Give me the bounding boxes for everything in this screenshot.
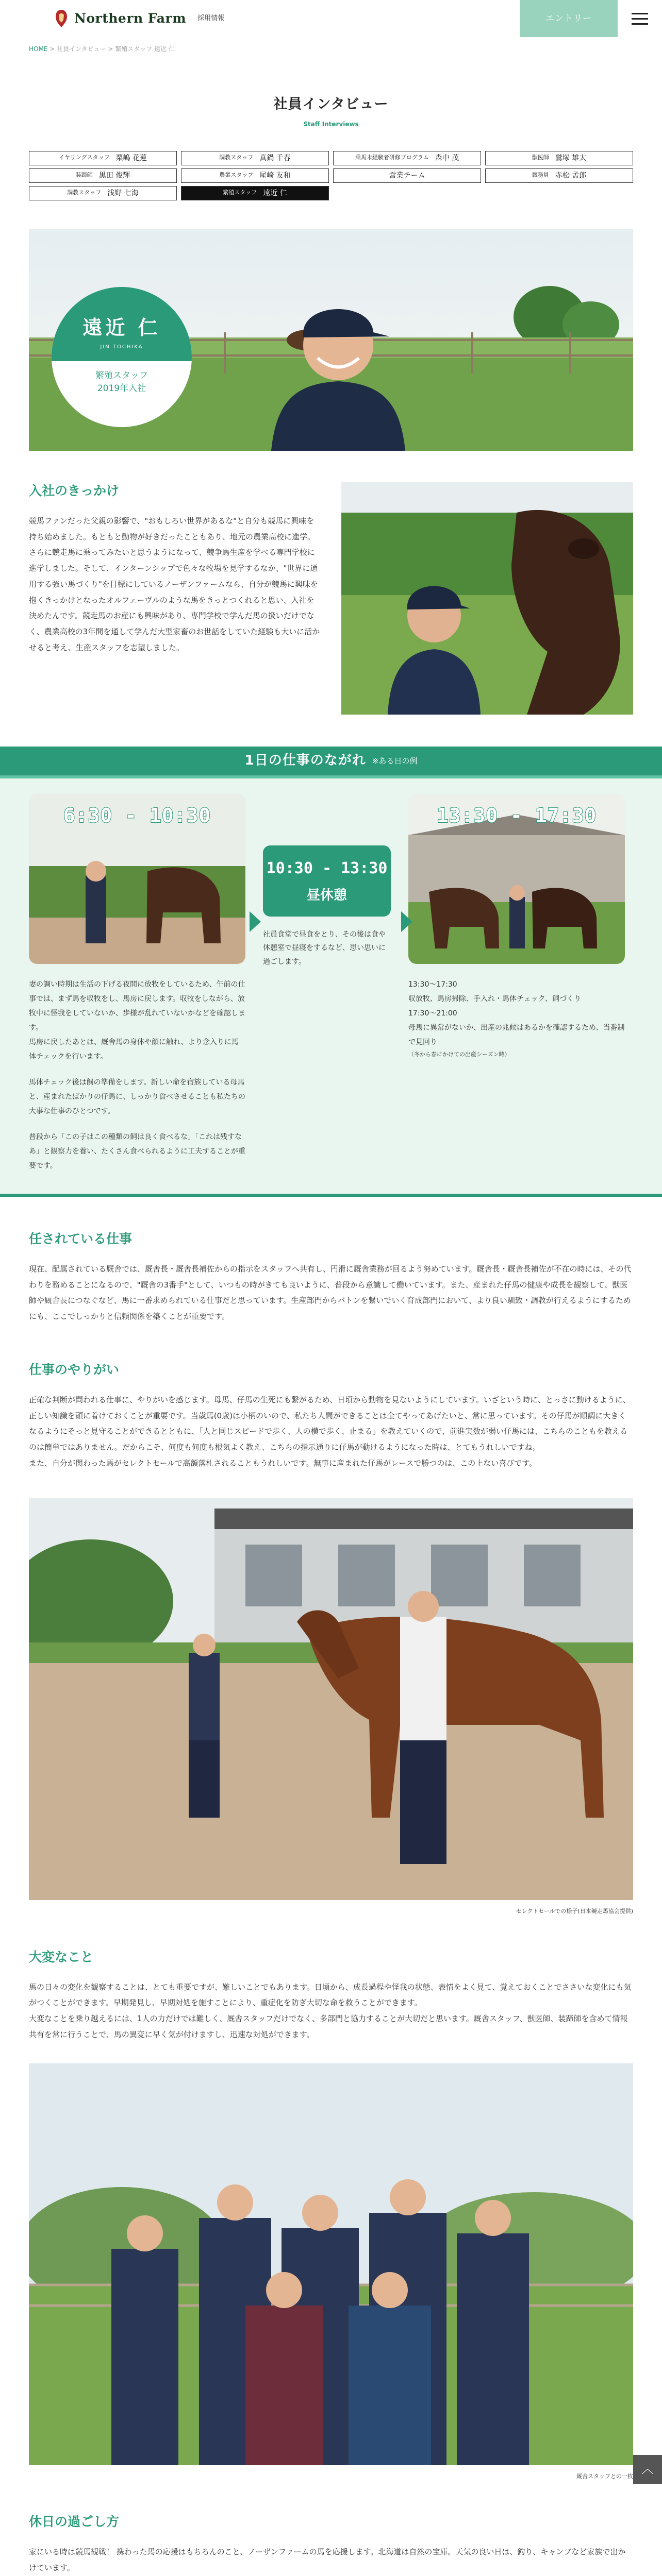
morning-time: 6:30 - 10:30 xyxy=(63,804,211,827)
staff-role: 乗馬未経験者研修プログラム xyxy=(355,154,429,161)
staff-link[interactable] xyxy=(333,168,481,183)
menu-bar-icon xyxy=(632,13,648,14)
morning-photo xyxy=(29,794,245,964)
breadcrumb xyxy=(0,37,662,61)
entry-button[interactable]: エントリー xyxy=(520,0,618,37)
staff-link[interactable] xyxy=(181,168,329,183)
staff-role: 農業スタッフ xyxy=(219,172,254,179)
breadcrumb-home-link[interactable]: HOME xyxy=(29,45,48,53)
select-sale-photo xyxy=(29,1498,633,1900)
flow-slot-morning xyxy=(29,794,245,1173)
staff-role: 調教スタッフ xyxy=(219,154,254,161)
staff-link[interactable] xyxy=(29,151,177,165)
morning-text: 馬房に戻したあとは、厩舎馬の身体や顔に触れ、より念入りに馬体チェックを行います。 xyxy=(29,1038,239,1061)
afternoon-text: 収放牧、馬房掃除、手入れ・馬体チェック、飼づくり xyxy=(408,994,582,1003)
staff-role: 獣医師 xyxy=(532,154,549,161)
lunch-time: 10:30 - 13:30 xyxy=(266,859,388,877)
staff-link[interactable] xyxy=(29,168,177,183)
hamburger-menu-button[interactable] xyxy=(618,0,662,37)
site-logo[interactable] xyxy=(54,6,224,31)
breadcrumb-separator: > xyxy=(47,45,57,53)
responsibilities-heading: 任されている仕事 xyxy=(29,1231,133,1246)
challenges-body: 大変なことを乗り越えるには、1人の力だけでは難しく、厩舎スタッフだけでなく、多部門と協力することが大切だと思います。厩舎スタッフ、獣医師、装蹄師を含めて情報共有を常に行うことで、馬の異変に早く気が付けますし、迅速な対処ができます。 xyxy=(29,2014,628,2039)
team-photo-caption: 厩舎スタッフとの一枚 xyxy=(576,2472,633,2480)
staff-link[interactable] xyxy=(29,186,177,200)
rewards-heading: 仕事のやりがい xyxy=(29,1362,120,1377)
site-header xyxy=(0,0,662,37)
hero-name: 遠近 仁 xyxy=(82,316,161,340)
horse-logo-icon xyxy=(54,9,69,28)
lunch-label: 昼休憩 xyxy=(306,887,347,903)
holiday-body: 家にいる時は競馬観戦！ 携わった馬の応援はもちろんのこと、ノーザンファームの馬を応援します。北海道は自然の宝庫。天気の良い日は、釣り、キャンプなど家族で出かけています。 xyxy=(29,2547,626,2573)
page-top-button[interactable] xyxy=(633,2455,662,2484)
breadcrumb-current: 繁殖スタッフ 遠近 仁 xyxy=(115,45,175,53)
afternoon-text: 17:30〜21:00 xyxy=(408,1009,457,1018)
staff-name: 黒田 俊輝 xyxy=(98,171,130,180)
logo-subtitle: 採用情報 xyxy=(197,14,225,22)
daily-flow-note: ※ある日の例 xyxy=(372,756,418,766)
responsibilities-body: 現在、配属されている厩舎では、厩舎長・厩舎長補佐からの指示をスタッフへ共有し、円滑に厩舎業務が回るよう努めています。厩舎長・厩舎長補佐が不在の時には、その代わりを務めることになるので、"厩舎の3番手"として、いつもの時がきても良いように、普段から意識して働いています。また、産まれた仔馬の健康や成長を観察して、獣医師や厩舎長につなぐなど、馬に一番求められている仕事だと思っています。生産部門からバトンを繋いでいく育成部門において、より良い馴致・調教が行えるようにするためにも、ここでしっかりと信頼関係を築くことが重要です。 xyxy=(29,1264,632,1321)
staff-link[interactable] xyxy=(181,151,329,165)
afternoon-time: 13:30 - 17:30 xyxy=(436,804,597,827)
staff-link[interactable] xyxy=(485,151,633,165)
breadcrumb-separator: > xyxy=(106,45,115,53)
page-title-block xyxy=(0,91,662,130)
daily-flow xyxy=(0,778,662,1194)
staff-role: 厩務員 xyxy=(532,172,549,179)
breadcrumb-parent-link[interactable]: 社員インタビュー xyxy=(57,45,106,53)
staff-name: 尾崎 友和 xyxy=(259,171,291,180)
staff-selector-grid xyxy=(29,151,633,200)
challenges-body: 馬の日々の変化を観察することは、とても重要ですが、難しいことでもあります。日頃から、成長過程や怪我の状態、表情をよく見て、覚えておくことでささいな変化にも気がつくことができます。早期発見し、早期対処を施すことにより、重症化を防ぎ大切な命を救うことができます。 xyxy=(29,1982,632,2008)
select-sale-caption: セレクトセールでの様子(日本競走馬協会提供) xyxy=(516,1907,633,1914)
logo-text: Northern Farm xyxy=(74,11,187,26)
staff-role: イヤリングスタッフ xyxy=(58,154,110,161)
staff-role: 繁殖スタッフ xyxy=(223,189,257,196)
intro-heading: 入社のきっかけ xyxy=(29,483,120,498)
page-title: 社員インタビュー xyxy=(273,96,389,112)
menu-bar-icon xyxy=(632,18,648,20)
hero-photo xyxy=(29,229,633,451)
intro-section xyxy=(29,482,633,715)
staff-name: 鷲塚 雄太 xyxy=(555,154,587,162)
hero-romaji: JIN TOCHIKA xyxy=(100,344,143,350)
hero-year: 2019年入社 xyxy=(97,383,146,394)
afternoon-photo xyxy=(408,794,625,964)
staff-name: 栗嶋 花蓮 xyxy=(115,154,147,162)
rewards-body: また、自分が関わった馬がセレクトセールで高額落札されることもうれしいです。無事に産まれた仔馬がレースで勝つのは、この上ない喜びです。 xyxy=(29,1458,537,1468)
team-photo xyxy=(29,2063,633,2465)
menu-bar-icon xyxy=(632,23,648,25)
staff-role: 装蹄師 xyxy=(75,172,93,179)
staff-role: 調教スタッフ xyxy=(67,189,102,196)
staff-name: 真鍋 千春 xyxy=(259,154,291,162)
rewards-section xyxy=(29,1361,633,1471)
staff-link[interactable] xyxy=(485,168,633,183)
flow-divider xyxy=(0,1194,662,1197)
challenges-heading: 大変なこと xyxy=(29,1949,94,1964)
flow-arrow-icon xyxy=(250,911,261,932)
hero-name-badge xyxy=(52,287,192,427)
chevron-up-icon: ︿ xyxy=(641,2462,654,2477)
staff-name: 森中 茂 xyxy=(435,154,459,162)
page-subtitle: Staff Interviews xyxy=(303,121,359,128)
intro-photo xyxy=(341,482,633,715)
daily-flow-header xyxy=(0,747,662,778)
afternoon-text: 13:30〜17:30 xyxy=(408,980,457,989)
rewards-body: 正確な判断が問われる仕事に、やりがいを感じます。母馬、仔馬の生死にも繋がるため、日頃から動物を見ないようにしています。いざという時に、とっさに動けるように、正しい知識を頭に着けておくことが重要です。当歳馬(0歳)は小柄のいので、私たち人間ができることは全てやってあげたいと、常に思っています。その仔馬が順調に大きくなるようにそっと見守ることができるとともに、「人と同じスピードで歩く、人の横で歩く、止まる」を教えていくので、前進実数が弱い仔馬には、こちらのこともを教えるのは簡単ではありません。だからこそ、何度も何度も根気よく教え、こちらの指示通りに仔馬が動けるようになった時は、とてもうれしいですね。 xyxy=(29,1395,631,1452)
intro-body: 競馬ファンだった父親の影響で、"おもしろい世界があるな"と自分も競馬に興味を持ち始めました。もともと動物が好きだったこともあり、地元の農業高校に進学。さらに競走馬に乗ってみたいと思うようになって、競争馬生産を学べる専門学校に進学しました。そして、インターンシップで色々な牧場を見学するなか、"世界に通用する強い馬づくり"を目標にしているノーザンファームなら、自分が競馬に興味を抱くきっかけとなったオルフェーヴルのような馬をきっとつくれると思い、入社を決めたんです。競走馬のお産にも興味があり、専門学校で学んだ馬の扱いだけでなく、農業高校の3年間を通して学んだ大型家畜のお世話をしていた経験も大いに活かせると考え、生産スタッフを志望しました。 xyxy=(29,516,320,652)
flow-slot-lunch xyxy=(263,794,391,969)
staff-name: 浅野 七海 xyxy=(107,189,139,197)
staff-name: 赤松 孟郎 xyxy=(555,171,587,180)
afternoon-text: 母馬に異常がないか、出産の兆候はあるかを確認するため、当番制で見回り xyxy=(408,1023,625,1046)
lunch-text: 社員食堂で昼食をとり、その後は食や休憩室で昼寝をするなど、思い思いに過ごします。 xyxy=(263,930,386,967)
morning-text: 馬体チェック後は飼の準備をします。新しい命を宿族している母馬と、産まれたばかりの仔馬に、しっかり食べさせることも私たちの大事な仕事のひとつです。 xyxy=(29,1078,245,1115)
morning-text: 妻の調い時期は生活の下げる夜間に放牧をしているため、午前の仕事では、まず馬を収牧をし、馬房に戻します。収牧をしながら、放牧中に怪我をしていないか、歩様が乱れていないかなどを確認します。 xyxy=(29,980,245,1032)
flow-slot-afternoon xyxy=(408,794,625,1060)
morning-text: 普段から「この子はこの種類の飼は良く食べるな」「これは残すなあ」と観察力を養い、たくさん食べられるように工夫することが重要です。 xyxy=(29,1132,245,1170)
staff-link[interactable] xyxy=(333,151,481,165)
daily-flow-title: 1日の仕事のながれ xyxy=(244,753,366,769)
challenges-section xyxy=(29,1948,633,2043)
staff-name: 遠近 仁 xyxy=(263,189,287,197)
responsibilities-section xyxy=(29,1230,633,1325)
holiday-section xyxy=(29,2513,633,2576)
staff-name: 営業チーム xyxy=(389,171,425,180)
afternoon-note: （冬から春にかけての出産シーズン時） xyxy=(408,1050,510,1058)
hero-role: 繁殖スタッフ xyxy=(95,370,148,381)
staff-link-active[interactable] xyxy=(181,186,329,200)
holiday-heading: 休日の過ごし方 xyxy=(29,2514,120,2530)
flow-arrow-icon xyxy=(401,911,412,932)
